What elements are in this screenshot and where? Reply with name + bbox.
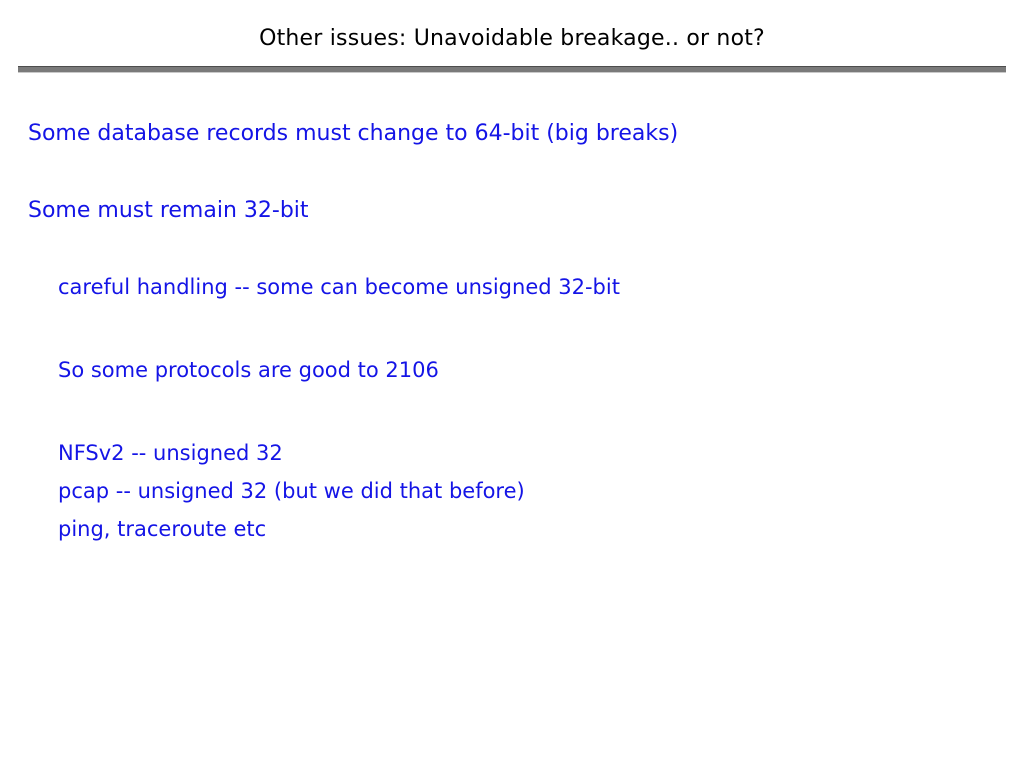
bullet-remain-32bit: Some must remain 32-bit	[28, 198, 309, 223]
bullet-protocols-2106: So some protocols are good to 2106	[58, 358, 439, 382]
bullet-careful-handling: careful handling -- some can become unsigned 32-bit	[58, 275, 620, 299]
bullet-pcap: pcap -- unsigned 32 (but we did that before)	[58, 479, 525, 503]
bullet-ping-traceroute: ping, traceroute etc	[58, 517, 267, 541]
bullet-database-records: Some database records must change to 64-bit (big breaks)	[28, 121, 679, 146]
page-title: Other issues: Unavoidable breakage.. or not?	[259, 26, 765, 51]
title-divider	[18, 66, 1006, 73]
bullet-nfsv2: NFSv2 -- unsigned 32	[58, 441, 283, 465]
